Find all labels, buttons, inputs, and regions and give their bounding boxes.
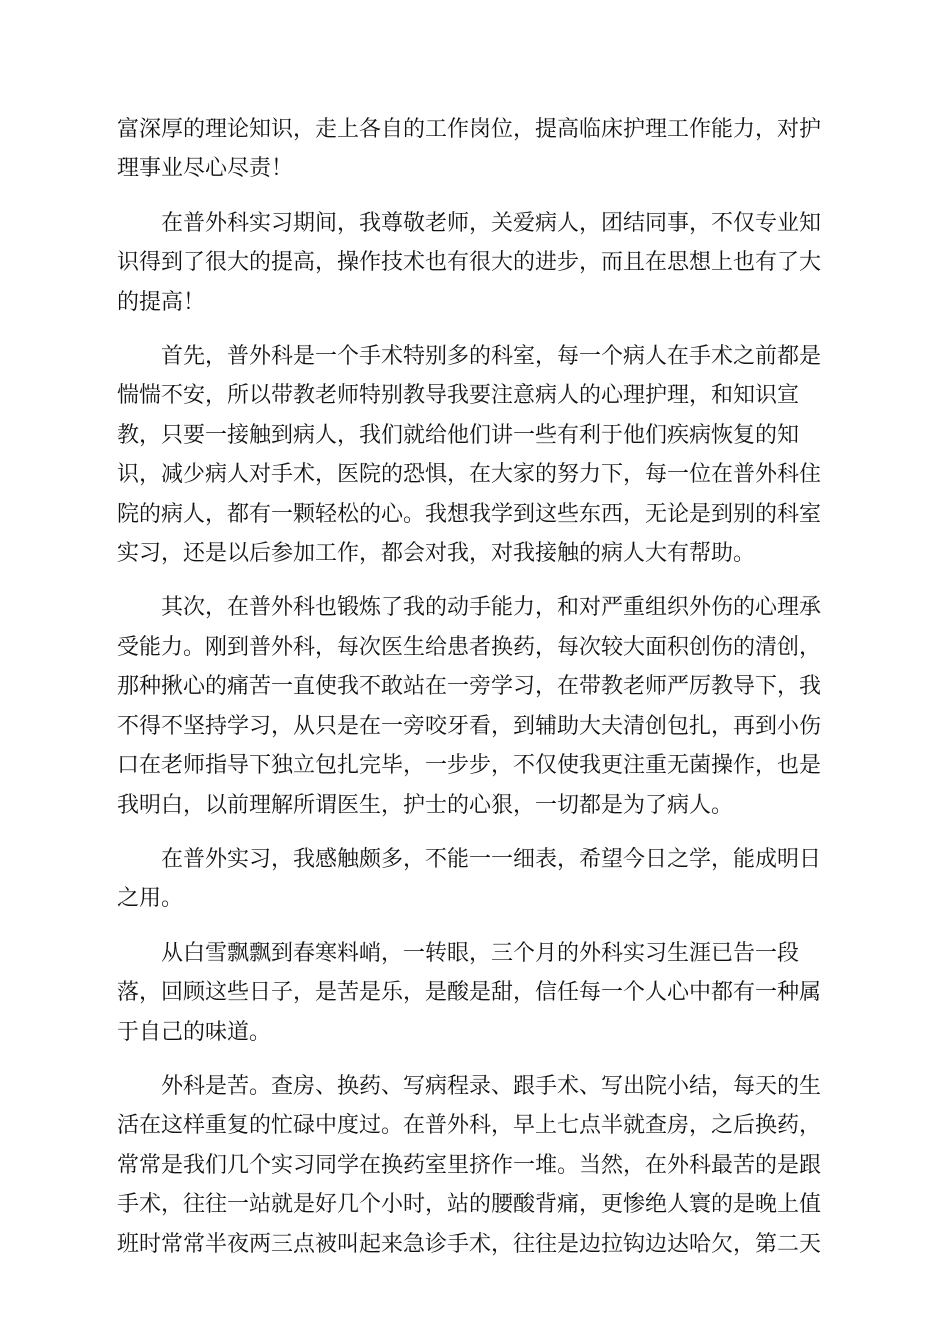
text-line: 识，减少病人对手术，医院的恐惧，在大家的努力下，每一位在普外科住 [117,462,822,488]
text-line: 富深厚的理论知识，走上各自的工作岗位，提高临床护理工作能力，对护 [117,117,822,142]
text-line: 班时常常半夜两三点被叫起来急诊手术，往往是边拉钩边达哈欠，第二天 [117,1231,822,1257]
paragraph [117,1067,835,1264]
text-line: 的提高！ [117,289,206,315]
text-line: 在普外实习，我感触颇多，不能一一细表，希望今日之学，能成明日 [161,846,822,872]
text-line: 手术，往往一站就是好几个小时，站的腰酸背痛，更惨绝人寰的是晚上值 [117,1192,822,1218]
text-line: 常常是我们几个实习同学在换药室里挤作一堆。当然，在外科最苦的是跟 [117,1152,822,1178]
paragraph [117,934,835,1052]
text-line: 首先，普外科是一个手术特别多的科室，每一个病人在手术之前都是 [161,344,822,370]
text-line: 活在这样重复的忙碌中度过。在普外科，早上七点半就查房，之后换药， [117,1113,822,1139]
text-line: 院的病人，都有一颗轻松的心。我想我学到这些东西，无论是到别的科室 [117,501,822,527]
paragraph [117,588,835,824]
text-line: 理事业尽心尽责！ [117,156,294,182]
text-line: 从白雪飘飘到春寒料峭，一转眼，三个月的外科实习生涯已告一段 [161,940,800,966]
text-line: 教，只要一接触到病人，我们就给他们讲一些有利于他们疾病恢复的知 [117,422,800,448]
text-line: 惴惴不安，所以带教老师特别教导我要注意病人的心理护理，和知识宣 [117,383,800,409]
text-line: 受能力。刚到普外科，每次医生给患者换药，每次较大面积创伤的清创， [117,634,822,660]
text-line: 外科是苦。查房、换药、写病程录、跟手术、写出院小结，每天的生 [161,1073,822,1099]
document-body [117,110,835,1279]
text-line: 那种揪心的痛苦一直使我不敢站在一旁学习，在带教老师严厉教导下，我 [117,674,822,700]
paragraph [117,110,835,189]
paragraph [117,204,835,322]
text-line: 识得到了很大的提高，操作技术也有很大的进步，而且在思想上也有了大 [117,250,822,276]
text-line: 落，回顾这些日子，是苦是乐，是酸是甜，信任每一个人心中都有一种属 [117,980,822,1006]
text-line: 其次，在普外科也锻炼了我的动手能力，和对严重组织外伤的心理承 [161,595,822,621]
text-line: 口在老师指导下独立包扎完毕，一步步，不仅使我更注重无菌操作，也是 [117,753,822,779]
text-line: 实习，还是以后参加工作，都会对我，对我接触的病人大有帮助。 [117,541,756,567]
text-line: 在普外科实习期间，我尊敬老师，关爱病人，团结同事，不仅专业知 [161,210,822,236]
text-line: 于自己的味道。 [117,1019,272,1045]
text-line: 之用。 [117,886,184,912]
text-line: 不得不坚持学习，从只是在一旁咬牙看，到辅助大夫清创包扎，再到小伤 [117,713,822,739]
text-line: 我明白，以前理解所谓医生，护士的心狠，一切都是为了病人。 [117,792,734,818]
paragraph [117,840,835,919]
paragraph [117,337,835,573]
